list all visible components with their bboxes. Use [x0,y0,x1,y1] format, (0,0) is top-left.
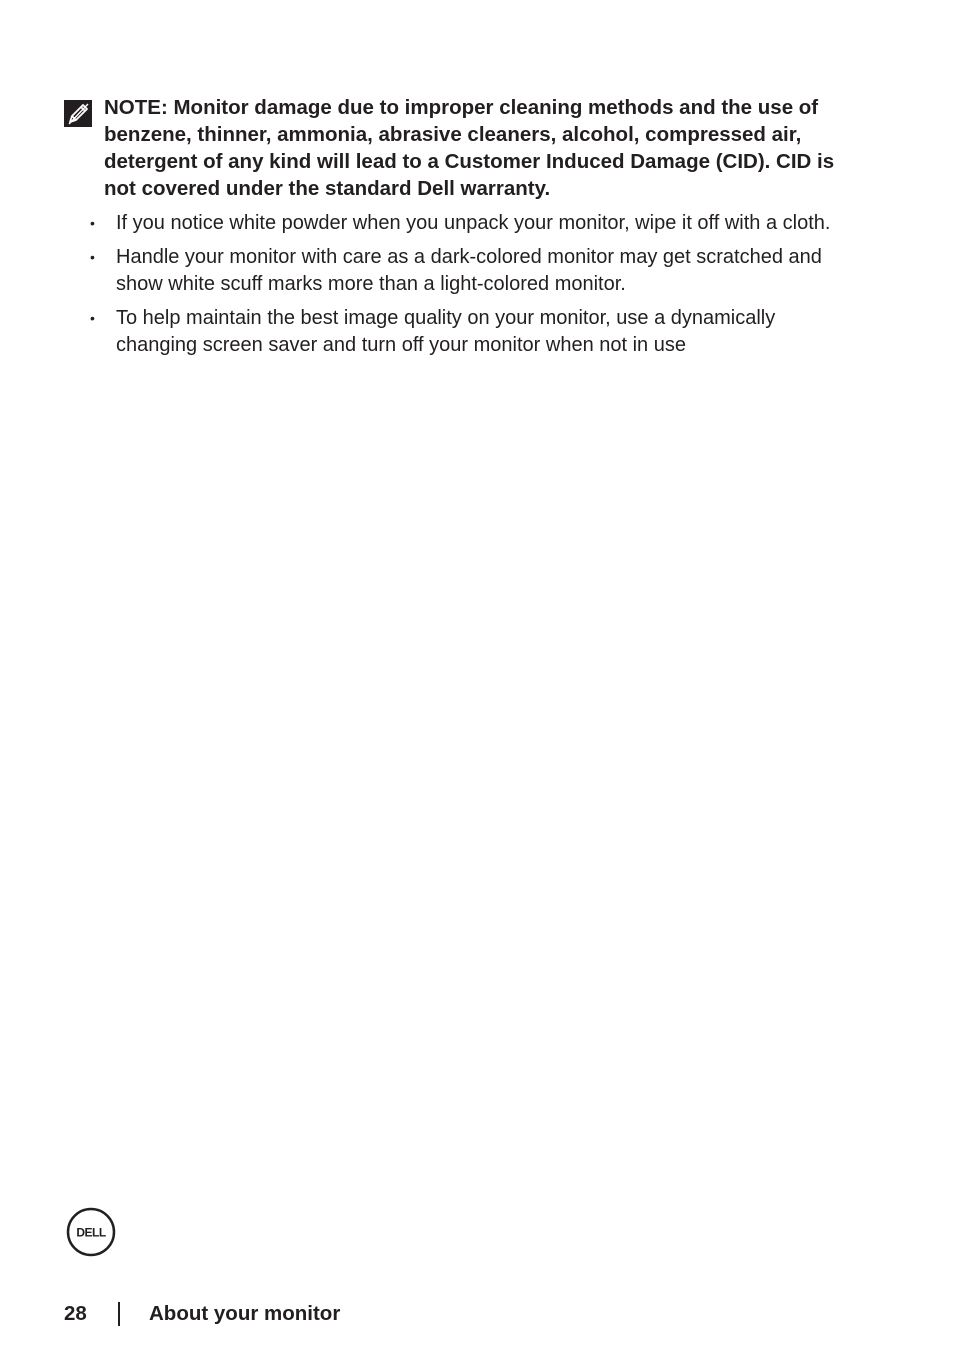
section-title: About your monitor [149,1302,341,1325]
page-number: 28 [64,1302,87,1325]
bullet-icon: • [90,310,95,326]
note-text: NOTE: Monitor damage due to improper cleaning methods and the use of benzene, thinner, ammonia, abrasive cleaners, alcohol, compressed air, detergent of any kind will lead to a Customer Induced Damage (CID). CID is not covered under the standard Dell warranty. [104,96,835,200]
list-item [86,244,856,298]
care-tips-list [86,210,856,366]
footer-divider [118,1302,120,1326]
list-item [86,305,856,359]
bullet-icon: • [90,249,95,265]
list-item-text: If you notice white powder when you unpack your monitor, wipe it off with a cloth. [116,212,831,234]
list-item [86,210,856,237]
list-item-text: To help maintain the best image quality on your monitor, use a dynamically changing screen saver and turn off your monitor when not in use [116,307,776,356]
list-item-text: Handle your monitor with care as a dark-colored monitor may get scratched and show white scuff marks more than a light-colored monitor. [116,246,822,295]
bullet-icon: • [90,215,95,231]
dell-logo-icon [66,1207,116,1257]
pencil-note-icon [64,100,92,127]
dell-logo-text: DELL [76,1225,106,1240]
